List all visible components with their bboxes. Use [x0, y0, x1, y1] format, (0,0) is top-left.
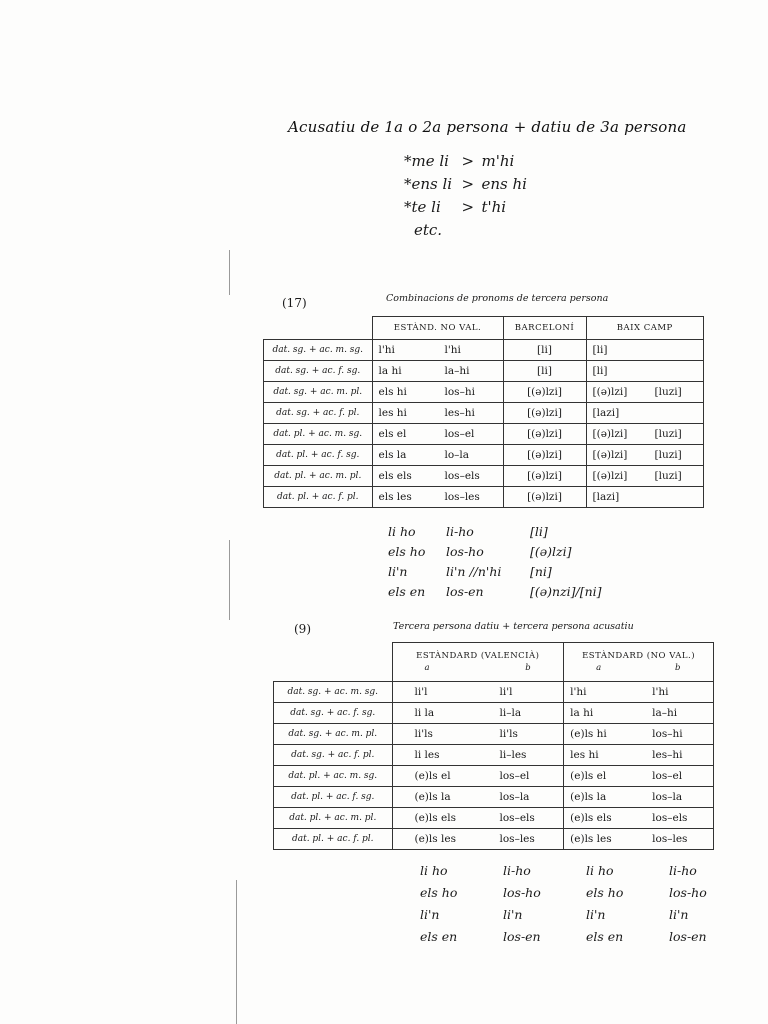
asterisk: * — [404, 198, 412, 216]
std-a: els hi — [378, 386, 407, 398]
baix-camp-cell — [586, 466, 704, 487]
baix-b: [luzi] — [654, 386, 682, 398]
handwritten-cell: els en — [388, 584, 426, 599]
table9-header-row — [274, 643, 714, 682]
valencia-b: los–els — [499, 812, 535, 824]
std-pair — [379, 344, 497, 356]
row-label: dat. pl. + ac. f. sg. — [264, 445, 373, 466]
noval-b: los–la — [652, 791, 683, 803]
table17-row — [264, 445, 704, 466]
subheader: b — [525, 663, 532, 673]
std-a: els el — [378, 428, 407, 440]
valencia-b: li'ls — [499, 728, 518, 740]
table9-row — [274, 745, 714, 766]
valencia-cell — [392, 682, 564, 703]
row-label: dat. pl. + ac. f. pl. — [264, 487, 373, 508]
baix-camp-cell — [586, 445, 704, 466]
table9-subheaders — [570, 661, 707, 673]
std-pair — [379, 449, 497, 461]
valencia-cell — [392, 766, 564, 787]
valencia-pair — [399, 749, 558, 761]
table17 — [263, 316, 704, 508]
handwritten-examples — [404, 150, 527, 242]
std-a: la hi — [378, 365, 402, 377]
baix-pair — [593, 449, 698, 461]
example-row — [404, 196, 527, 219]
baix-camp-cell — [586, 361, 704, 382]
valencia-a: (e)ls el — [414, 770, 451, 782]
barceloni-cell: [(ə)lzi] — [503, 403, 586, 424]
noval-a: (e)ls la — [570, 791, 607, 803]
noval-pair — [570, 749, 707, 761]
barceloni-cell: [(ə)lzi] — [503, 445, 586, 466]
std-b: lo–la — [444, 449, 470, 461]
example-row — [404, 150, 527, 173]
handwritten-cell: li'n //n'hi — [446, 564, 502, 579]
handwritten-cell: [(ə)lzi] — [530, 544, 572, 559]
handwritten-cell: els en — [586, 929, 624, 944]
row-label: dat. sg. + ac. m. pl. — [264, 382, 373, 403]
baix-pair — [593, 491, 698, 503]
std-cell — [372, 424, 503, 445]
noval-a: (e)ls els — [570, 812, 612, 824]
table17-row — [264, 487, 704, 508]
example-etc — [404, 219, 527, 242]
baix-camp-cell — [586, 403, 704, 424]
noval-pair — [570, 791, 707, 803]
handwritten-cell: li-ho — [503, 863, 531, 878]
valencia-cell — [392, 808, 564, 829]
table9-header-text: ESTÀNDARD (VALENCIÀ) — [416, 651, 540, 661]
handwritten-cell: els ho — [586, 885, 624, 900]
noval-cell — [564, 829, 714, 850]
example-result: ens hi — [481, 175, 527, 193]
handwritten-cell: li'n — [669, 907, 689, 922]
barceloni-cell: [(ə)lzi] — [503, 487, 586, 508]
table9-handwritten-notes — [420, 860, 752, 948]
handwritten-cell: els ho — [420, 885, 458, 900]
handwritten-cell: els en — [420, 929, 458, 944]
asterisk: * — [404, 175, 412, 193]
valencia-a: li la — [414, 707, 435, 719]
table17-row — [264, 403, 704, 424]
noval-pair — [570, 770, 707, 782]
std-cell — [372, 466, 503, 487]
baix-b: [luzi] — [654, 428, 682, 440]
handwritten-row — [420, 860, 752, 882]
valencia-pair — [399, 728, 558, 740]
valencia-pair — [399, 833, 558, 845]
baix-a: [li] — [592, 344, 608, 356]
handwritten-cell: los-ho — [503, 885, 541, 900]
handwritten-row — [388, 522, 602, 542]
baix-pair — [593, 428, 698, 440]
valencia-pair — [399, 812, 558, 824]
table17-header: ESTÀND. NO VAL. — [372, 317, 503, 340]
std-cell — [372, 361, 503, 382]
handwritten-row — [388, 542, 602, 562]
noval-b: los–els — [652, 812, 688, 824]
valencia-pair — [399, 791, 558, 803]
noval-b: l'hi — [652, 686, 669, 698]
table17-row — [264, 466, 704, 487]
std-a: els les — [378, 491, 412, 503]
table17-row — [264, 361, 704, 382]
std-b: l'hi — [444, 344, 461, 356]
valencia-a: (e)ls les — [414, 833, 456, 845]
std-pair — [379, 470, 497, 482]
subheader: a — [424, 663, 431, 673]
table9-header-valencia — [392, 643, 564, 682]
etc-text: etc. — [414, 221, 443, 239]
baix-a: [(ə)lzi] — [592, 386, 628, 398]
std-pair — [379, 386, 497, 398]
valencia-a: li les — [414, 749, 440, 761]
baix-pair — [593, 407, 698, 419]
noval-pair — [570, 707, 707, 719]
example-result: m'hi — [481, 152, 515, 170]
example-row — [404, 173, 527, 196]
baix-a: [(ə)lzi] — [592, 470, 628, 482]
row-label: dat. pl. + ac. f. pl. — [274, 829, 393, 850]
valencia-b: li'l — [499, 686, 513, 698]
valencia-a: (e)ls els — [414, 812, 456, 824]
table17-number: (17) — [282, 296, 307, 310]
row-label: dat. sg. + ac. m. sg. — [274, 682, 393, 703]
noval-a: (e)ls les — [570, 833, 612, 845]
row-label: dat. sg. + ac. f. pl. — [274, 745, 393, 766]
baix-camp-cell — [586, 424, 704, 445]
noval-cell — [564, 724, 714, 745]
std-a: les hi — [378, 407, 407, 419]
table17-caption: Combinacions de pronoms de tercera persona — [386, 293, 609, 304]
table9-row — [274, 787, 714, 808]
barceloni-cell: [(ə)lzi] — [503, 466, 586, 487]
std-pair — [379, 428, 497, 440]
baix-camp-cell — [586, 340, 704, 361]
table9-header-noval — [564, 643, 714, 682]
row-label: dat. pl. + ac. m. pl. — [274, 808, 393, 829]
table17-header: BAIX CAMP — [586, 317, 704, 340]
valencia-a: li'ls — [414, 728, 433, 740]
valencia-pair — [399, 770, 558, 782]
handwritten-cell: [li] — [530, 524, 548, 539]
baix-b: [luzi] — [654, 470, 682, 482]
noval-b: los–el — [652, 770, 683, 782]
handwritten-cell: [ni] — [530, 564, 552, 579]
noval-b: los–les — [652, 833, 688, 845]
row-label: dat. pl. + ac. m. sg. — [264, 424, 373, 445]
table9-row — [274, 829, 714, 850]
noval-cell — [564, 766, 714, 787]
handwritten-cell: li-ho — [669, 863, 697, 878]
table9-number: (9) — [294, 622, 311, 636]
noval-cell — [564, 787, 714, 808]
handwritten-row — [420, 926, 752, 948]
std-b: los–els — [444, 470, 480, 482]
valencia-b: los–la — [499, 791, 530, 803]
noval-cell — [564, 745, 714, 766]
baix-a: [(ə)lzi] — [592, 449, 628, 461]
valencia-a: (e)ls la — [414, 791, 451, 803]
noval-pair — [570, 833, 707, 845]
std-b: los–les — [444, 491, 480, 503]
row-label: dat. sg. + ac. f. sg. — [274, 703, 393, 724]
example-arrow: > — [461, 198, 475, 216]
noval-a: (e)ls hi — [570, 728, 607, 740]
row-label: dat. sg. + ac. m. pl. — [274, 724, 393, 745]
handwritten-cell: li ho — [420, 863, 448, 878]
row-label: dat. sg. + ac. m. sg. — [264, 340, 373, 361]
std-b: la–hi — [444, 365, 470, 377]
row-label: dat. sg. + ac. f. pl. — [264, 403, 373, 424]
noval-a: (e)ls el — [570, 770, 607, 782]
handwritten-cell: los-ho — [446, 544, 484, 559]
table17-handwritten-notes — [388, 522, 602, 602]
valencia-cell — [392, 703, 564, 724]
table9 — [273, 642, 714, 850]
std-pair — [379, 491, 497, 503]
baix-pair — [593, 365, 698, 377]
std-a: els els — [378, 470, 412, 482]
std-pair — [379, 365, 497, 377]
baix-pair — [593, 344, 698, 356]
valencia-pair — [399, 707, 558, 719]
row-label: dat. pl. + ac. m. pl. — [264, 466, 373, 487]
std-cell — [372, 340, 503, 361]
valencia-pair — [399, 686, 558, 698]
subheader: a — [596, 663, 602, 673]
valencia-cell — [392, 829, 564, 850]
handwritten-cell: els ho — [388, 544, 426, 559]
noval-pair — [570, 728, 707, 740]
handwritten-heading: Acusatiu de 1a o 2a persona + datiu de 3a persona — [288, 118, 687, 136]
barceloni-cell: [(ə)lzi] — [503, 382, 586, 403]
baix-a: [li] — [592, 365, 608, 377]
handwritten-cell: los-en — [446, 584, 484, 599]
barceloni-cell: [li] — [503, 361, 586, 382]
noval-a: les hi — [570, 749, 599, 761]
scan-margin-line-top — [229, 250, 230, 295]
handwritten-cell: [(ə)nzi]/[ni] — [530, 584, 602, 599]
handwritten-cell: li ho — [388, 524, 416, 539]
valencia-cell — [392, 745, 564, 766]
table9-corner — [274, 643, 393, 682]
noval-a: la hi — [570, 707, 594, 719]
handwritten-cell: los-en — [503, 929, 541, 944]
std-b: les–hi — [444, 407, 475, 419]
subheader: b — [675, 663, 681, 673]
scan-margin-line-bottom — [236, 880, 237, 1024]
valencia-cell — [392, 787, 564, 808]
handwritten-cell: li'n — [586, 907, 606, 922]
baix-b: [luzi] — [654, 449, 682, 461]
table9-row — [274, 766, 714, 787]
row-label: dat. sg. + ac. f. sg. — [264, 361, 373, 382]
noval-cell — [564, 682, 714, 703]
example-result: t'hi — [481, 198, 507, 216]
noval-b: les–hi — [652, 749, 683, 761]
table9-row — [274, 682, 714, 703]
table17-header-row — [264, 317, 704, 340]
table9-header-text: ESTÀNDARD (NO VAL.) — [582, 651, 696, 661]
table17-row — [264, 382, 704, 403]
noval-cell — [564, 808, 714, 829]
std-b: los–hi — [444, 386, 475, 398]
baix-pair — [593, 386, 698, 398]
table17-header: BARCELONÍ — [503, 317, 586, 340]
handwritten-cell: li ho — [586, 863, 614, 878]
baix-a: [(ə)lzi] — [592, 428, 628, 440]
baix-camp-cell — [586, 487, 704, 508]
std-cell — [372, 403, 503, 424]
handwritten-row — [388, 582, 602, 602]
std-b: los–el — [444, 428, 475, 440]
baix-camp-cell — [586, 382, 704, 403]
asterisk: * — [404, 152, 412, 170]
std-pair — [379, 407, 497, 419]
table9-row — [274, 724, 714, 745]
handwritten-cell: li-ho — [446, 524, 474, 539]
valencia-b: los–el — [499, 770, 530, 782]
handwritten-cell: li'n — [388, 564, 408, 579]
example-arrow: > — [461, 175, 475, 193]
valencia-cell — [392, 724, 564, 745]
table9-caption: Tercera persona datiu + tercera persona acusatiu — [393, 621, 634, 632]
noval-a: l'hi — [570, 686, 587, 698]
noval-b: los–hi — [652, 728, 683, 740]
handwritten-cell: li'n — [420, 907, 440, 922]
noval-b: la–hi — [652, 707, 678, 719]
handwritten-cell: los-ho — [669, 885, 707, 900]
row-label: dat. pl. + ac. m. sg. — [274, 766, 393, 787]
example-arrow: > — [461, 152, 475, 170]
baix-pair — [593, 470, 698, 482]
row-label: dat. pl. + ac. f. sg. — [274, 787, 393, 808]
table9-subheaders — [399, 661, 558, 673]
barceloni-cell: [(ə)lzi] — [503, 424, 586, 445]
handwritten-row — [420, 882, 752, 904]
handwritten-cell: li'n — [503, 907, 523, 922]
barceloni-cell: [li] — [503, 340, 586, 361]
example-pronouns: ens li — [411, 175, 453, 193]
baix-a: [lazi] — [592, 407, 620, 419]
std-a: l'hi — [378, 344, 395, 356]
valencia-a: li'l — [414, 686, 428, 698]
example-pronouns: me li — [411, 152, 449, 170]
valencia-b: li–les — [499, 749, 527, 761]
example-pronouns: te li — [411, 198, 441, 216]
handwritten-row — [388, 562, 602, 582]
baix-a: [lazi] — [592, 491, 620, 503]
std-cell — [372, 487, 503, 508]
scan-margin-line-mid — [229, 540, 230, 620]
std-cell — [372, 382, 503, 403]
std-cell — [372, 445, 503, 466]
table17-row — [264, 340, 704, 361]
valencia-b: li–la — [499, 707, 522, 719]
table17-corner — [264, 317, 373, 340]
table9-row — [274, 703, 714, 724]
handwritten-cell: los-en — [669, 929, 707, 944]
noval-pair — [570, 686, 707, 698]
noval-pair — [570, 812, 707, 824]
noval-cell — [564, 703, 714, 724]
table9-row — [274, 808, 714, 829]
valencia-b: los–les — [499, 833, 535, 845]
std-a: els la — [378, 449, 407, 461]
table17-row — [264, 424, 704, 445]
handwritten-row — [420, 904, 752, 926]
